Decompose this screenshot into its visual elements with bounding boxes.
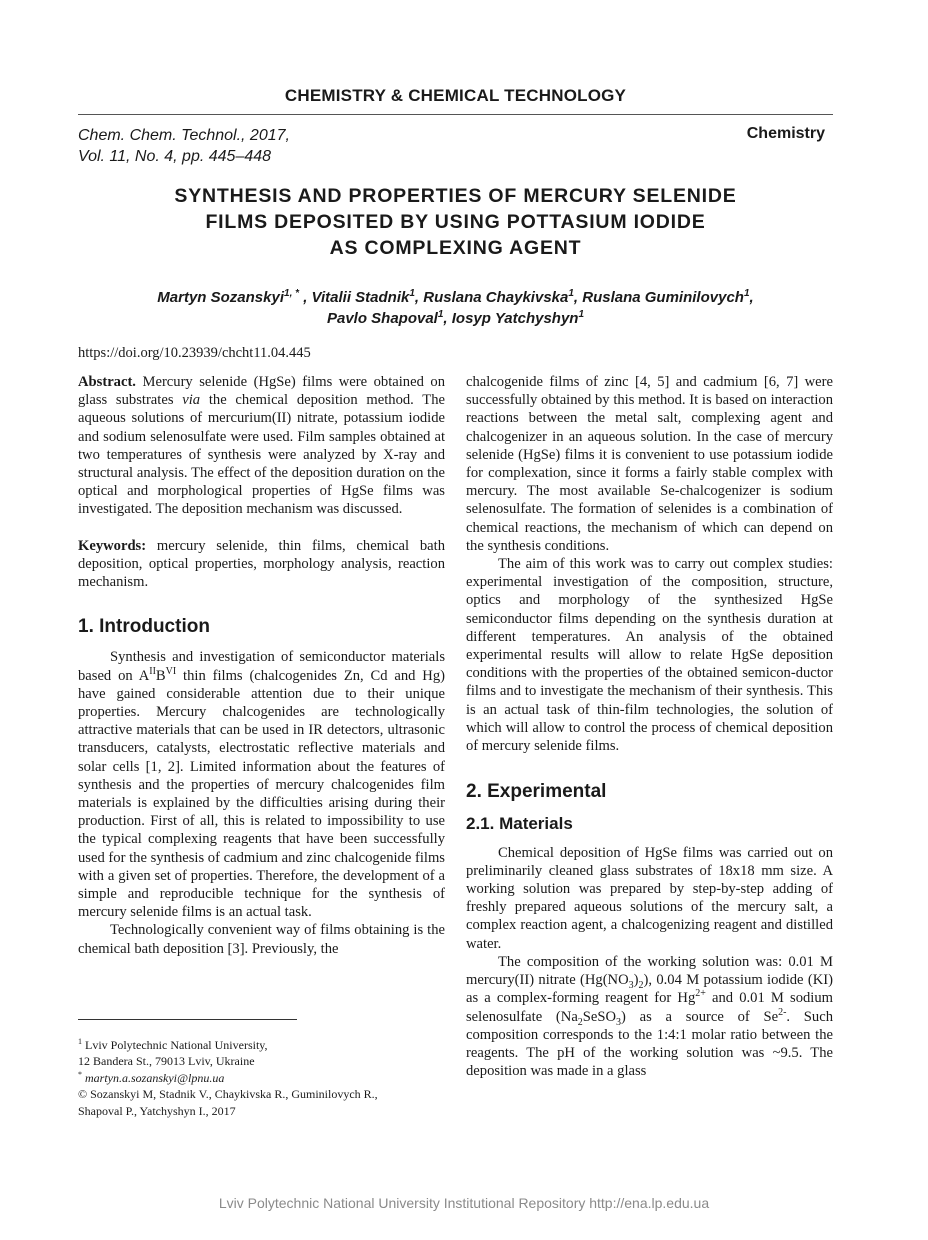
footnotes: $^1$ Lviv Polytechnic National University, 12 Bandera St., 79013 Lviv, Ukraine * martyn.a.sozanskyi@lpnu.ua © Sozanskyi M, Stadnik V., Chaykivska R., Guminilovych R., Shapoval P., Yatchyshyn I., 2017 bbox=[78, 1037, 458, 1119]
header-divider bbox=[78, 114, 833, 115]
doi-link[interactable]: https://doi.org/10.23939/chcht11.04.445 bbox=[78, 345, 311, 361]
author-affiliation: 1 bbox=[437, 309, 444, 320]
author-name: Pavlo Shapoval bbox=[326, 310, 438, 327]
keywords: Keywords: mercury selenide, thin films, chemical bath deposition, optical properties, morphology analysis, reaction mechanism. bbox=[78, 537, 445, 591]
copyright-line-1: © Sozanskyi M, Stadnik V., Chaykivska R., Guminilovych R., bbox=[78, 1087, 378, 1102]
author-affiliation: 1 bbox=[568, 288, 574, 299]
author-list: Martyn Sozanskyi$^{1, *}$ , Vitalii Stadnik$^1$, Ruslana Chaykivska$^1$, Ruslana Guminilovych$^1$, Pavlo Shapoval$^1$, Iosyp Yatchyshyn$^1$ bbox=[157, 288, 754, 327]
copyright-line-2: Shapoval P., Yatchyshyn I., 2017 bbox=[78, 1103, 236, 1118]
citation-block bbox=[78, 125, 290, 167]
materials-paragraph-2: The composition of the working solution was: 0.01 M mercury(II) nitrate $(Hg(NO_3)_2)$, 0.04 M potassium iodide (KI) as a complex-forming reagent for $Hg^{2+}$ and 0.01 M sodium selenosulfate $(Na_2SeSO_3)$ as a source of $Se^{2-}$. Such composition corresponds to the 1:4:1 molar ratio between the reagents. The pH of the working solution was ~9.5. The deposition was made in a glass bbox=[466, 953, 833, 1080]
abstract: Abstract. Mercury selenide (HgSe) films were obtained on glass substrates via the chemical deposition method. The aqueous solutions of mercurium(II) nitrate, potassium iodide and sodium selenosulfate were used. Film samples obtained at two temperatures of synthesis were analyzed by X-ray and structural analysis. The effect of the deposition duration on the optical and morphological properties of HgSe films was investigated. The deposition mechanism was discussed. bbox=[78, 374, 445, 518]
subsection-heading-materials: 2.1. Materials bbox=[466, 814, 573, 834]
abstract-label: Abstract. bbox=[78, 374, 136, 390]
author-name: Martyn Sozanskyi bbox=[157, 289, 285, 306]
materials-paragraph-1: Chemical deposition of HgSe films was carried out on preliminarily cleaned glass substrates of 18x18 mm size. A working solution was prepared by step-by-step adding of freshly prepared aqueous solutions of the mercury salt, a complex reaction agent, a chalcogenizing reagent and distilled water. bbox=[466, 844, 833, 952]
affiliation: Lviv Polytechnic National University, bbox=[82, 1038, 268, 1052]
author-affiliation: 1 bbox=[409, 288, 415, 299]
intro-paragraph-2-continued: chalcogenide films of zinc [4, 5] and cadmium [6, 7] were successfully obtained by this method. It is based on interaction reactions between the metal salt, complexing agent and chalcogenizer in an aqueous solution. In the case of mercury selenide (HgSe) films it is convenient to use potassium iodide for complexation, since it forms a fairly stable complex with mercury. The most available Se-chalcogenizer is sodium selenosulfate. The formation of selenides is a combination of chemical reactions, the mechanism of which can depend on the synthesis conditions. bbox=[466, 374, 833, 554]
category-label: Chemistry bbox=[746, 125, 825, 142]
title-line: AS COMPLEXING AGENT bbox=[329, 237, 582, 259]
article-title bbox=[78, 183, 833, 261]
right-column bbox=[466, 373, 833, 1080]
affiliation-address: 12 Bandera St., 79013 Lviv, Ukraine bbox=[78, 1054, 255, 1069]
author-name: Ruslana Chaykivska bbox=[423, 289, 569, 306]
section-heading-introduction: 1. Introduction bbox=[78, 616, 210, 638]
author-name: Ruslana Guminilovych bbox=[582, 289, 744, 306]
intro-paragraph-3: The aim of this work was to carry out complex studies: experimental investigation of the composition, structure, optics and morphology of the synthesized HgSe semiconductor films depending on the synthesis duration at different temperatures. An analysis of the obtained experimental results will allow to relate HgSe deposition conditions with the properties of the obtained semicon-ductor films and to investigate the mechanism of their synthesis. This is an actual task of thin-film technologies, the solution of which will allow to control the process of chemical deposition of mercury selenide films. bbox=[466, 556, 833, 755]
citation-line-2: Vol. 11, No. 4, pp. 445–448 bbox=[78, 148, 272, 165]
title-line: SYNTHESIS AND PROPERTIES OF MERCURY SELENIDE bbox=[174, 185, 737, 207]
author-affiliation: 1 bbox=[578, 309, 585, 320]
intro-paragraph-2: Technologically convenient way of films obtaining is the chemical bath deposition [3]. Previously, the bbox=[78, 922, 445, 957]
repository-footer: Lviv Polytechnic National University Institutional Repository http://ena.lp.edu.ua bbox=[218, 1195, 710, 1211]
title-line: FILMS DEPOSITED BY USING POTTASIUM IODIDE bbox=[205, 211, 706, 233]
author-affiliation: 1, * bbox=[284, 288, 300, 299]
left-column bbox=[78, 373, 445, 958]
corresponding-email[interactable]: martyn.a.sozanskyi@lpnu.ua bbox=[82, 1070, 225, 1085]
journal-header: CHEMISTRY & CHEMICAL TECHNOLOGY bbox=[284, 86, 627, 105]
citation-line-1: Chem. Chem. Technol., 2017, bbox=[78, 127, 290, 144]
author-name: Vitalii Stadnik bbox=[311, 289, 410, 306]
keywords-label: Keywords: bbox=[78, 537, 147, 554]
section-heading-experimental: 2. Experimental bbox=[466, 781, 607, 803]
intro-paragraph-1: Synthesis and investigation of semiconductor materials based on $A^{II}B^{VI}$ thin films (chalcogenides Zn, Cd and Hg) have gained considerable attention due to their unique properties. Mercury chalcogenides are technologically attractive materials that can be used in IR detectors, ultrasonic transducers, catalysts, electrostatic reflective materials and solar cells [1, 2]. Limited information about the features of synthesis and the properties of mercury chalcogenides film materials is explained by the difficulties arising during their production. First of all, this is related to impossibility to use the typical complexing reagents that have been successfully used for the synthesis of cadmium and zinc chalcogenide films with a given set of properties. Therefore, the development of a simple and reproducible technique for the synthesis of mercury selenide films is an actual task. bbox=[78, 649, 445, 921]
author-name: Iosyp Yatchyshyn bbox=[451, 310, 579, 327]
footnote-divider bbox=[78, 1019, 297, 1020]
author-affiliation: 1 bbox=[743, 288, 750, 299]
